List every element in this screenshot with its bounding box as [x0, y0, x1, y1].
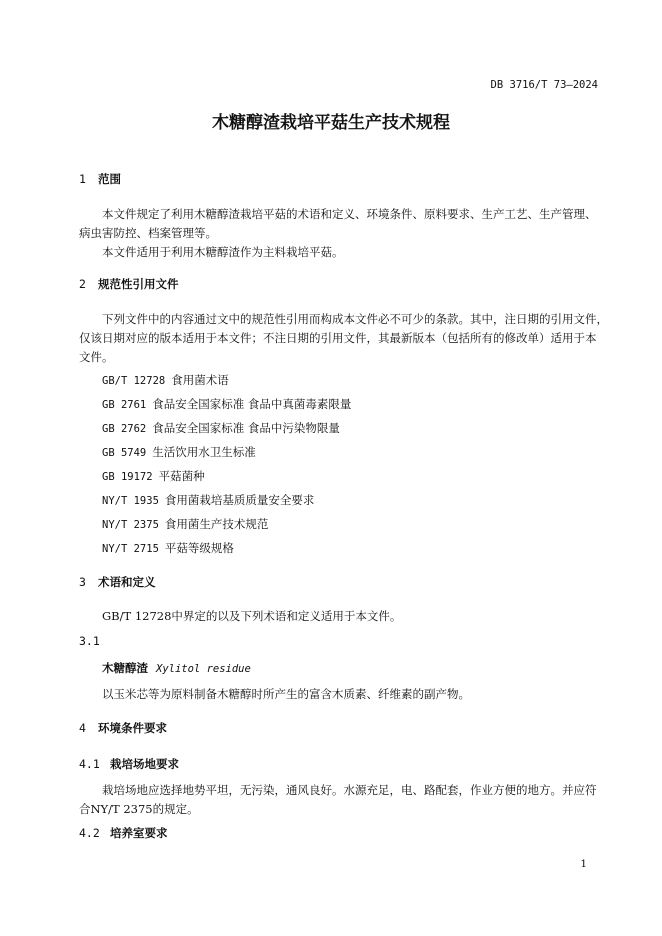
- paragraph-line: 病虫害防控、档案管理等。: [79, 226, 217, 240]
- reference-name: 平菇等级规格: [164, 541, 234, 555]
- reference-name: 食品安全国家标准 食品中污染物限量: [152, 421, 340, 435]
- reference-item: [102, 492, 314, 508]
- section-1-heading: [79, 171, 121, 187]
- term-chinese: 木糖醇渣: [102, 661, 148, 675]
- page-number: 1: [580, 858, 587, 870]
- term-index: 3.1: [79, 634, 100, 648]
- section-number: 4: [79, 721, 86, 735]
- reference-item: [102, 540, 234, 556]
- section-title: 规范性引用文件: [98, 277, 179, 291]
- reference-code: GB 2761: [102, 399, 147, 411]
- reference-name: 平菇菌种: [158, 469, 205, 483]
- reference-name: 食用菌生产技术规范: [164, 517, 269, 531]
- paragraph-line: 栽培场地应选择地势平坦，无污染，通风良好。水源充足，电、路配套，作业方便的地方。并应符: [102, 783, 597, 797]
- section-number: 2: [79, 277, 86, 291]
- document-title: 木糖醇渣栽培平菇生产技术规程: [212, 113, 450, 133]
- reference-code: NY/T 2375: [102, 519, 159, 531]
- subsection-number: 4.1: [79, 757, 100, 771]
- paragraph-line: 仅该日期对应的版本适用于本文件；不注日期的引用文件，其最新版本（包括所有的修改单）适用于本: [79, 331, 597, 345]
- reference-code: NY/T 1935: [102, 495, 159, 507]
- reference-item: [102, 420, 340, 436]
- section-number: 3: [79, 575, 86, 589]
- section-3-heading: [79, 574, 156, 590]
- subsection-title: 培养室要求: [110, 826, 168, 840]
- reference-item: [102, 396, 351, 412]
- subsection-4-1-heading: [79, 756, 179, 772]
- section-title: 环境条件要求: [98, 721, 167, 735]
- subsection-title: 栽培场地要求: [110, 757, 179, 771]
- term-number: [79, 634, 98, 648]
- reference-item: [102, 372, 229, 388]
- reference-item: [102, 468, 205, 484]
- reference-code: GB/T 12728: [102, 375, 166, 387]
- section-number: 1: [79, 172, 86, 186]
- reference-name: 食用菌栽培基质质量安全要求: [164, 493, 315, 507]
- subsection-4-2-heading: [79, 825, 168, 841]
- reference-name: 食品安全国家标准 食品中真菌毒素限量: [152, 397, 352, 411]
- paragraph: GB/T 12728中界定的以及下列术语和定义适用于本文件。: [102, 609, 402, 623]
- section-4-heading: [79, 720, 167, 736]
- section-2-heading: [79, 276, 179, 292]
- paragraph: 本文件适用于利用木糖醇渣作为主料栽培平菇。: [102, 245, 344, 259]
- paragraph-line: 合NY/T 2375的规定。: [79, 802, 199, 816]
- term-entry: [102, 660, 251, 676]
- document-code: DB 3716/T 73—2024: [490, 79, 598, 91]
- reference-code: GB 19172: [102, 471, 153, 483]
- section-title: 术语和定义: [98, 575, 156, 589]
- term-english: Xylitol residue: [156, 663, 251, 675]
- paragraph-line: 本文件规定了利用木糖醇渣栽培平菇的术语和定义、环境条件、原料要求、生产工艺、生产管理、: [102, 207, 597, 221]
- section-title: 范围: [98, 172, 121, 186]
- reference-item: [102, 444, 256, 460]
- paragraph-line: 文件。: [79, 350, 114, 364]
- reference-code: GB 5749: [102, 447, 147, 459]
- reference-code: GB 2762: [102, 423, 147, 435]
- term-definition: 以玉米芯等为原料制备木糖醇时所产生的富含木质素、纤维素的副产物。: [102, 687, 470, 701]
- reference-name: 生活饮用水卫生标准: [152, 445, 256, 459]
- subsection-number: 4.2: [79, 826, 100, 840]
- reference-code: NY/T 2715: [102, 543, 159, 555]
- reference-item: [102, 516, 268, 532]
- reference-name: 食用菌术语: [171, 373, 229, 387]
- paragraph-line: 下列文件中的内容通过文中的规范性引用而构成本文件必不可少的条款。其中，注日期的引用文件，: [102, 312, 608, 326]
